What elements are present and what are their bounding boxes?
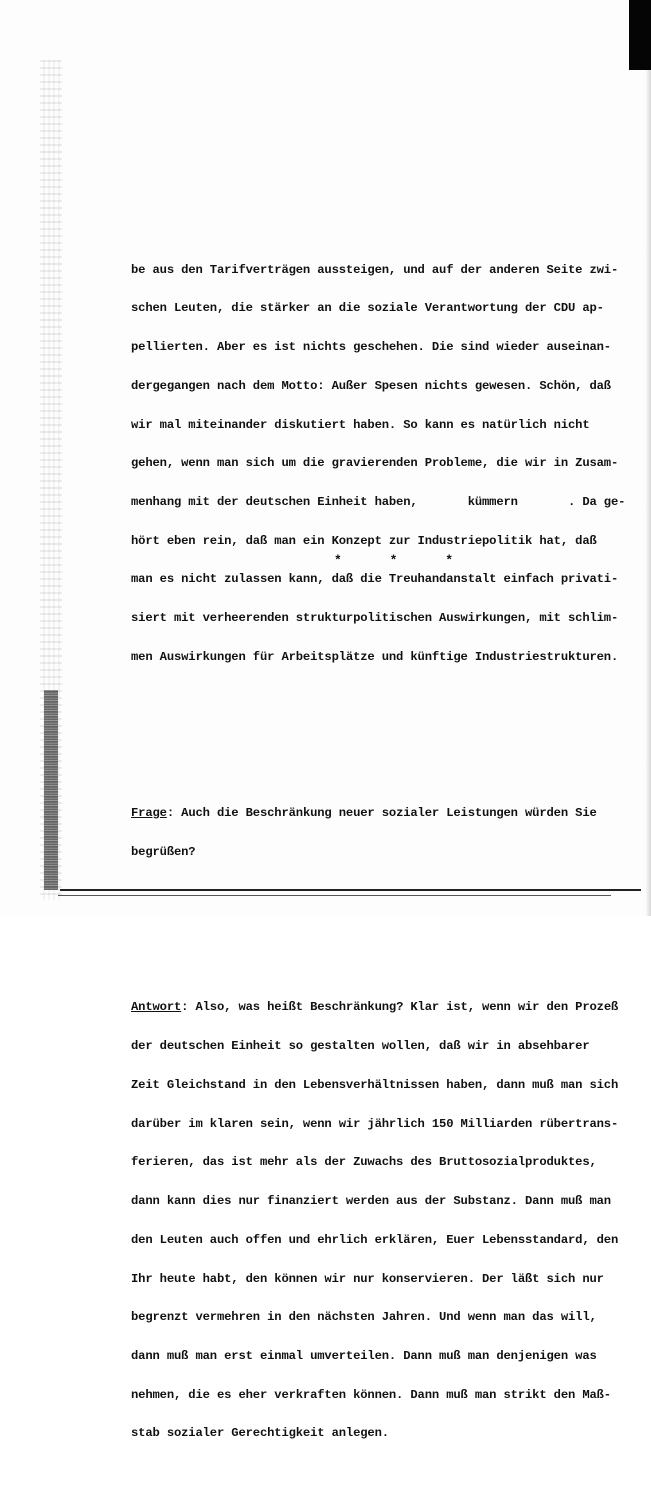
question-speaker: Frage (131, 805, 167, 820)
text-line: dann kann dies nur finanziert werden aus der Substanz. Dann muß man (131, 1194, 611, 1209)
answer-speaker: Antwort (131, 1000, 182, 1015)
text-line: begrenzt vermehren in den nächsten Jahren. Und wenn man das will, (131, 1310, 597, 1325)
scan-border-right (629, 0, 651, 70)
text-line: stab sozialer Gerechtigkeit anlegen. (131, 1426, 389, 1441)
text-line: gehen, wenn man sich um die gravierenden Probleme, die wir in Zusam- (131, 456, 619, 471)
text-line: darüber im klaren sein, wenn wir jährlich 150 Milliarden rübertrans- (131, 1116, 619, 1131)
text-line: men Auswirkungen für Arbeitsplätze und künftige Industriestrukturen. (131, 649, 619, 664)
text-line: dann muß man erst einmal umverteilen. Dann muß man denjenigen was (131, 1348, 597, 1363)
answer-paragraph (131, 976, 631, 1466)
text-line: Zeit Gleichstand in den Lebensverhältnissen haben, dann muß man sich (131, 1077, 619, 1092)
paragraph-gap (131, 728, 631, 742)
text-line (131, 1001, 631, 1014)
text-line: nehmen, die es eher verkraften können. Dann muß man strikt den Maß- (131, 1387, 611, 1402)
text-line: hört eben rein, daß man ein Konzept zur Industriepolitik hat, daß (131, 533, 597, 548)
text-line: menhang mit der deutschen Einheit haben, kümmern . Da ge- (131, 494, 626, 509)
text-line: der deutschen Einheit so gestalten wollen, daß wir in absehbarer (131, 1039, 590, 1054)
text-line: Ihr heute habt, den können wir nur konservieren. Der läßt sich nur (131, 1271, 604, 1286)
text-line: begrüßen? (131, 844, 196, 859)
text-line: be aus den Tarifverträgen aussteigen, und auf der anderen Seite zwi- (131, 262, 619, 277)
text-line: ferieren, das ist mehr als der Zuwachs des Bruttosozialproduktes, (131, 1155, 597, 1170)
paragraph-gap (131, 923, 631, 937)
text-line: siert mit verheerenden strukturpolitischen Auswirkungen, mit schlim- (131, 611, 619, 626)
text-line: man es nicht zulassen kann, daß die Treuhandanstalt einfach privati- (131, 572, 619, 587)
question-text: : Auch die Beschränkung neuer sozialer Leistungen würden Sie (166, 805, 597, 820)
text-line: dergegangen nach dem Motto: Außer Spesen nichts gewesen. Schön, daß (131, 378, 611, 393)
text-line: schen Leuten, die stärker an die soziale Verantwortung der CDU ap- (131, 301, 604, 316)
scan-binding-left-dark (44, 690, 58, 890)
text-line: pellierten. Aber es ist nichts geschehen. Die sind wieder auseinan- (131, 340, 611, 355)
scan-shadow-right (645, 70, 651, 916)
text-line: den Leuten auch offen und ehrlich erklären, Euer Lebensstandard, den (131, 1232, 619, 1247)
text-line: wir mal miteinander diskutiert haben. So kann es natürlich nicht (131, 417, 590, 432)
paragraph-1 (131, 238, 631, 690)
question-paragraph (131, 781, 631, 884)
document-text (131, 212, 631, 1492)
text-line (131, 807, 631, 820)
answer-text: : Also, was heißt Beschränkung? Klar ist, wenn wir den Prozeß (181, 1000, 619, 1015)
section-separator: * * * (334, 553, 474, 568)
